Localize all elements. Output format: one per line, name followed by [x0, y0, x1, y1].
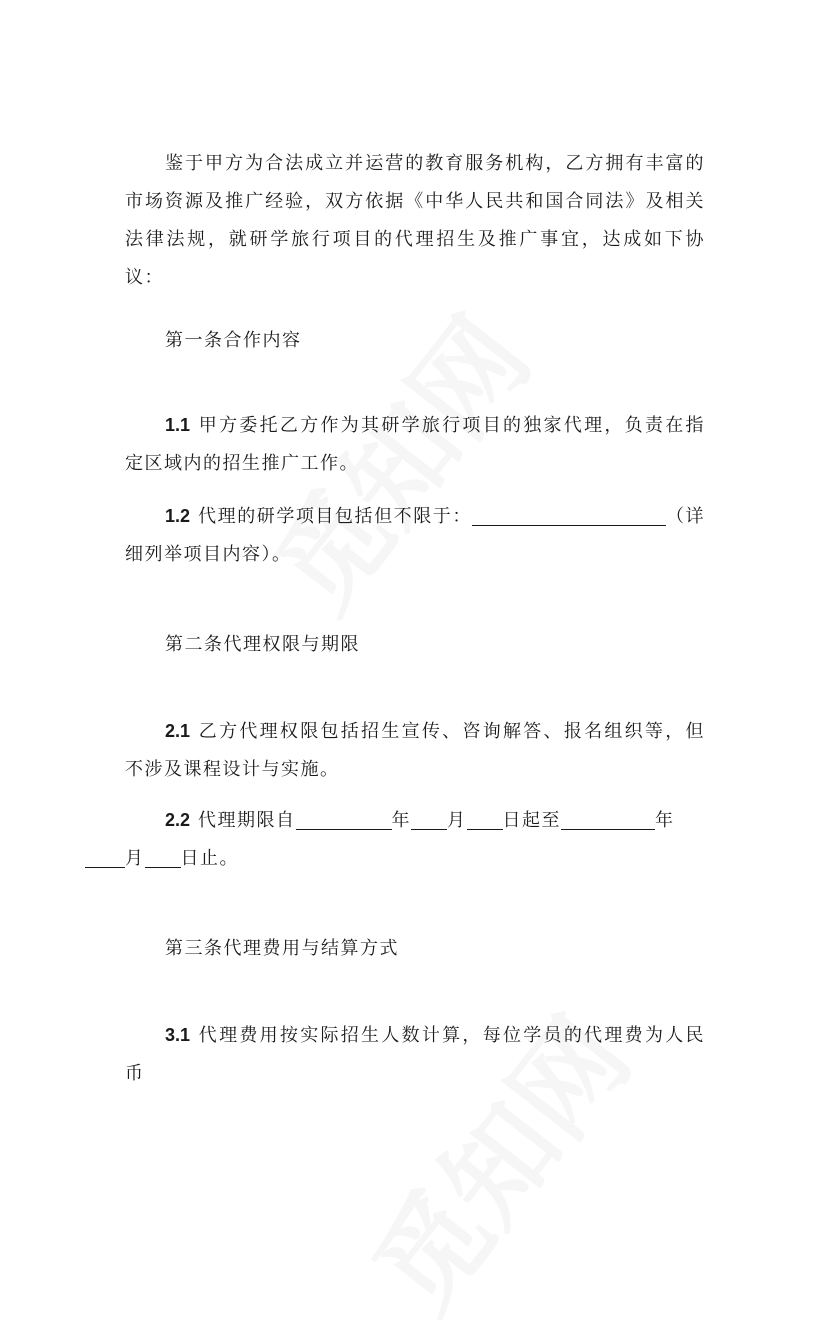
clause-number: 2.1 [165, 721, 191, 741]
fill-blank-start-month[interactable] [411, 807, 447, 830]
clause-number: 2.2 [165, 810, 191, 830]
clause-text: 乙方代理权限包括招生宣传、咨询解答、报名组织等，但不涉及课程设计与实施。 [125, 721, 705, 780]
fill-blank-end-month[interactable] [85, 845, 125, 868]
label-year: 年 [391, 810, 412, 831]
clause-2-2 [125, 801, 705, 878]
clause-2-1 [125, 712, 705, 789]
intro-paragraph: 鉴于甲方为合法成立并运营的教育服务机构，乙方拥有丰富的市场资源及推广经验，双方依据《中华人民共和国合同法》及相关法律法规，就研学旅行项目的代理招生及推广事宜，达成如下协议： [125, 153, 705, 288]
clause-text-tail: （详细列举项目内容）。 [125, 506, 706, 565]
clause-number: 3.1 [165, 1025, 191, 1045]
article-3-title: 第三条代理费用与结算方式 [165, 938, 399, 959]
label-day-from: 日起至 [502, 810, 562, 831]
article-1-title: 第一条合作内容 [165, 330, 302, 351]
fill-blank-projects[interactable] [472, 503, 666, 526]
label-month: 月 [447, 810, 467, 831]
clause-text: 代理期限自 [198, 810, 296, 831]
fill-blank-start-year[interactable] [296, 807, 392, 830]
clause-text: 代理费用按实际招生人数计算，每位学员的代理费为人民币 [125, 1025, 705, 1084]
article-2-title: 第二条代理权限与期限 [165, 634, 360, 655]
clause-1-1 [125, 406, 705, 483]
clause-text: 代理的研学项目包括但不限于： [198, 506, 472, 527]
clause-number: 1.2 [165, 506, 191, 526]
fill-blank-end-day[interactable] [145, 845, 181, 868]
clause-1-2 [125, 497, 705, 574]
clause-number: 1.1 [165, 415, 191, 435]
label-day-to: 日止。 [180, 848, 239, 869]
label-year: 年 [655, 810, 675, 831]
fill-blank-start-day[interactable] [467, 807, 503, 830]
clause-text: 甲方委托乙方作为其研学旅行项目的独家代理，负责在指定区域内的招生推广工作。 [125, 415, 705, 474]
fill-blank-end-year[interactable] [561, 807, 655, 830]
clause-3-1 [125, 1016, 705, 1093]
label-month: 月 [125, 848, 145, 869]
